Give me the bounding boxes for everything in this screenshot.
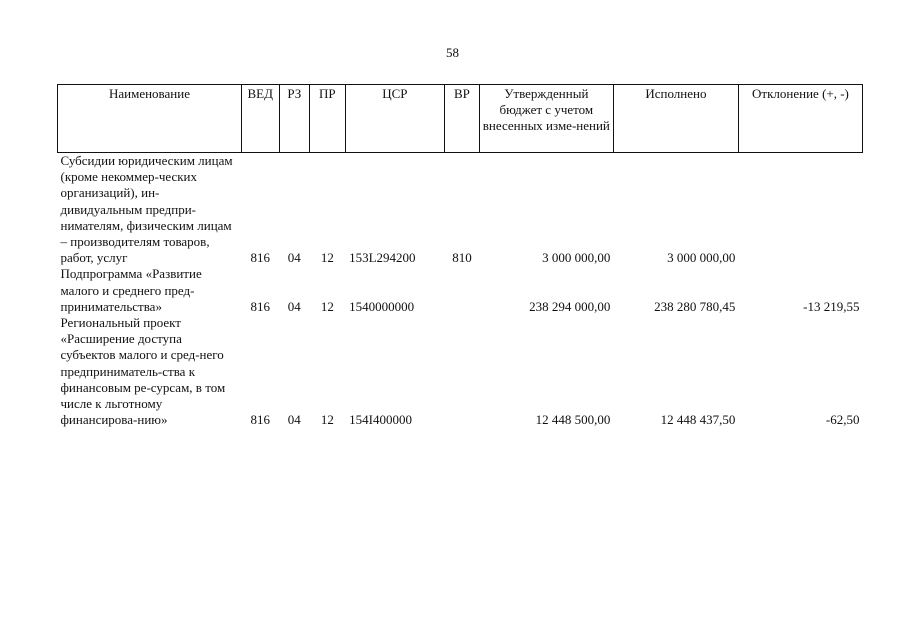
- row-pr: 12: [320, 298, 334, 314]
- row-pr: 12: [320, 250, 334, 266]
- budget-execution-table: [57, 84, 863, 428]
- header-csr: ЦСР: [345, 85, 445, 153]
- table-row: [58, 153, 863, 267]
- table-row: [58, 266, 863, 315]
- row-executed: 238 280 780,45: [654, 298, 736, 314]
- page-number: 58: [446, 45, 459, 60]
- header-deviation: Отклонение (+, -): [738, 85, 862, 153]
- row-name: Субсидии юридическим лицам (кроме некоммер-ческих организаций), ин-дивидуальным предпри-нимателям, физическим лицам – производителям товаров, работ, услуг: [60, 153, 233, 266]
- row-rz: 04: [287, 298, 301, 314]
- row-rz: 04: [287, 250, 301, 266]
- row-pr: 12: [320, 412, 334, 428]
- header-pr: ПР: [310, 85, 346, 153]
- header-executed: Исполнено: [613, 85, 738, 153]
- header-vr: ВР: [445, 85, 480, 153]
- row-budget: 12 448 500,00: [535, 412, 611, 428]
- row-vr: 810: [452, 250, 472, 266]
- row-ved: 816: [250, 412, 271, 428]
- row-deviation: -62,50: [825, 412, 860, 428]
- row-executed: 12 448 437,50: [660, 412, 736, 428]
- header-name: Наименование: [58, 85, 242, 153]
- header-ved: ВЕД: [241, 85, 279, 153]
- row-executed: 3 000 000,00: [667, 250, 736, 266]
- header-approved-budget: Утвержденный бюджет с учетом внесенных изме-нений: [479, 85, 613, 153]
- row-ved: 816: [250, 250, 271, 266]
- row-budget: 3 000 000,00: [542, 250, 611, 266]
- table-row: [58, 315, 863, 428]
- row-name: Подпрограмма «Развитие малого и среднего пред-принимательства»: [60, 266, 202, 314]
- row-name: Региональный проект «Расширение доступа субъектов малого и сред-него предприниматель-ства к финансовым ре-сурсам, в том числе к льготному финансирова-нию»: [60, 315, 226, 428]
- row-deviation: [738, 153, 862, 267]
- row-budget: 238 294 000,00: [529, 298, 611, 314]
- row-vr: [445, 315, 480, 428]
- row-ved: 816: [250, 298, 271, 314]
- row-csr: 154I400000: [349, 412, 412, 428]
- row-csr: 1540000000: [349, 298, 415, 314]
- row-deviation: -13 219,55: [803, 298, 860, 314]
- header-row: [58, 85, 863, 153]
- header-rz: РЗ: [279, 85, 309, 153]
- row-rz: 04: [287, 412, 301, 428]
- row-vr: [445, 266, 480, 315]
- row-csr: 153L294200: [349, 250, 416, 266]
